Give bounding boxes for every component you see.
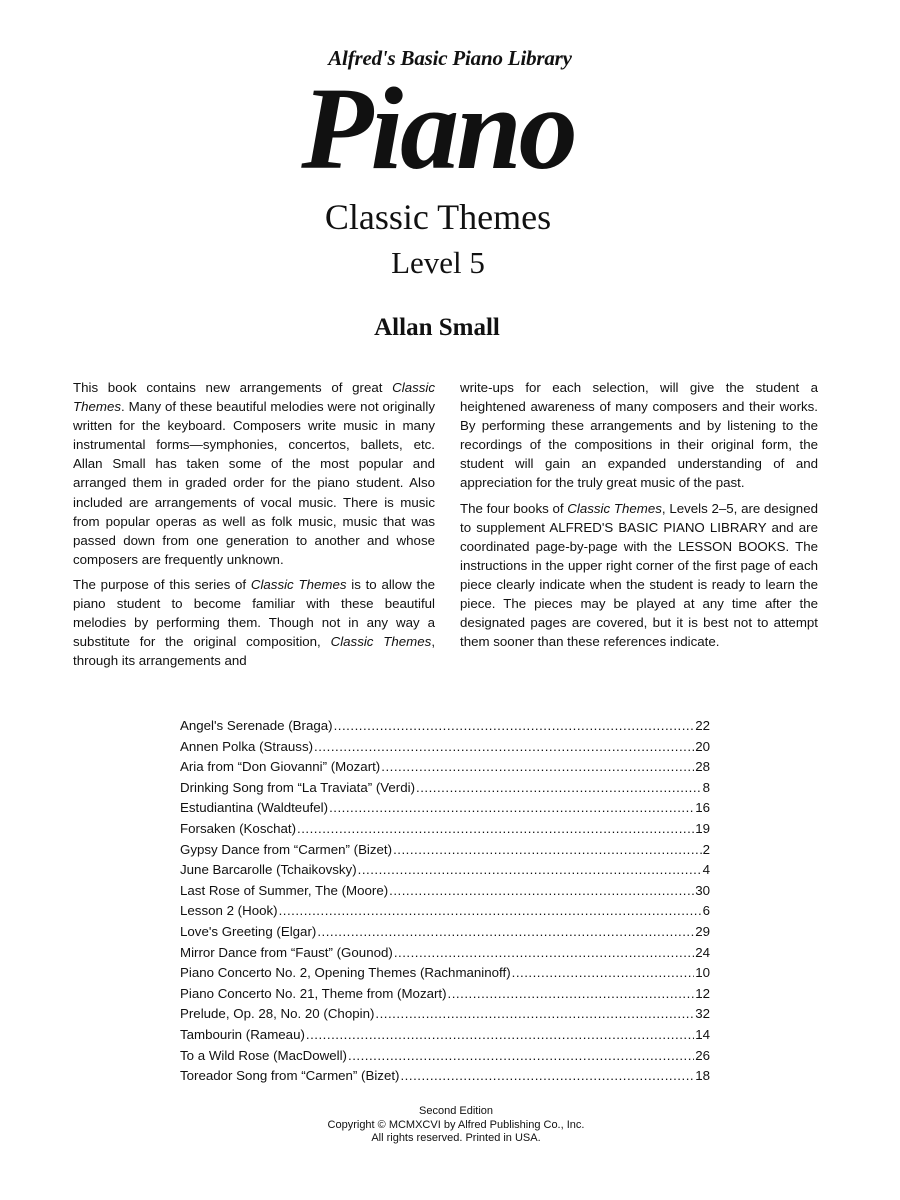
table-of-contents <box>180 718 710 1089</box>
intro-right-column <box>460 378 818 657</box>
toc-entry-title: Lesson 2 (Hook) <box>180 903 278 919</box>
toc-entry-page: 24 <box>695 944 710 960</box>
intro-paragraph: The four books of Classic Themes, Levels 2–5, are designed to supplement ALFRED'S BASIC PIANO LIBRARY and are coordinated page-by-page with the LESSON BOOKS. The instructions in the upper right corner of the first page of each piece clearly indicate when the student is ready to learn the piece. The pieces may be played at any time after the designated pages are covered, but it is best not to attempt them sooner than these references indicate. <box>460 500 818 650</box>
toc-leader-dots <box>375 1006 694 1021</box>
toc-entry-title: Piano Concerto No. 21, Theme from (Mozart) <box>180 985 447 1001</box>
toc-entry-title: June Barcarolle (Tchaikovsky) <box>180 862 357 878</box>
toc-entry <box>180 903 710 924</box>
toc-entry-page: 32 <box>695 1006 710 1022</box>
copyright-footer <box>0 1105 900 1146</box>
toc-entry-page: 18 <box>695 1068 710 1084</box>
toc-entry-page: 2 <box>702 841 710 857</box>
toc-entry <box>180 965 710 986</box>
toc-leader-dots <box>394 945 694 960</box>
toc-entry-title: Piano Concerto No. 2, Opening Themes (Rachmaninoff) <box>180 965 511 981</box>
toc-entry <box>180 780 710 801</box>
toc-entry-title: Tambourin (Rameau) <box>180 1026 305 1042</box>
toc-entry-title: Mirror Dance from “Faust” (Gounod) <box>180 944 393 960</box>
toc-entry-title: Prelude, Op. 28, No. 20 (Chopin) <box>180 1006 375 1022</box>
toc-entry <box>180 759 710 780</box>
toc-entry-page: 20 <box>695 738 710 754</box>
author-name: Allan Small <box>374 314 500 341</box>
toc-leader-dots <box>317 924 694 939</box>
toc-leader-dots <box>416 780 702 795</box>
toc-entry <box>180 800 710 821</box>
toc-entry-title: Angel's Serenade (Braga) <box>180 718 333 733</box>
toc-entry-page: 22 <box>695 718 710 733</box>
toc-entry-title: Gypsy Dance from “Carmen” (Bizet) <box>180 841 393 857</box>
toc-entry-page: 16 <box>695 800 710 816</box>
toc-entry-page: 12 <box>695 985 710 1001</box>
toc-leader-dots <box>329 800 694 815</box>
toc-entry <box>180 821 710 842</box>
book-title: Piano <box>301 63 575 194</box>
toc-entry <box>180 986 710 1007</box>
toc-leader-dots <box>358 862 702 877</box>
toc-entry <box>180 1027 710 1048</box>
toc-entry-page: 14 <box>695 1026 710 1042</box>
toc-leader-dots <box>381 759 694 774</box>
toc-entry-page: 26 <box>695 1047 710 1063</box>
rights-note: All rights reserved. Printed in USA. <box>371 1132 541 1144</box>
toc-entry <box>180 1048 710 1069</box>
toc-entry <box>180 718 710 739</box>
toc-leader-dots <box>279 903 702 918</box>
toc-entry <box>180 842 710 863</box>
toc-entry <box>180 924 710 945</box>
toc-entry-page: 10 <box>695 965 710 981</box>
toc-leader-dots <box>393 842 702 857</box>
toc-leader-dots <box>334 718 695 733</box>
intro-left-column <box>73 378 435 676</box>
toc-leader-dots <box>512 965 695 980</box>
toc-leader-dots <box>314 739 694 754</box>
toc-entry-page: 29 <box>695 923 710 939</box>
toc-entry <box>180 1068 710 1089</box>
toc-entry-title: Forsaken (Koschat) <box>180 820 297 836</box>
toc-entry-page: 28 <box>695 759 710 775</box>
intro-paragraph: write-ups for each selection, will give the student a heightened awareness of many composers and their works. By performing these arrangements and by listening to the recordings of the compositions in their original form, the student will gain an expanded understanding of and appreciation for the truly great music of the past. <box>460 380 818 491</box>
toc-entry <box>180 1006 710 1027</box>
toc-entry <box>180 862 710 883</box>
toc-entry-page: 4 <box>702 862 710 878</box>
toc-entry <box>180 883 710 904</box>
toc-leader-dots <box>306 1027 694 1042</box>
toc-entry-title: Drinking Song from “La Traviata” (Verdi) <box>180 779 416 795</box>
toc-entry-title: Love's Greeting (Elgar) <box>180 923 317 939</box>
toc-leader-dots <box>400 1068 694 1083</box>
edition-note: Second Edition <box>419 1105 493 1117</box>
toc-leader-dots <box>389 883 694 898</box>
toc-entry <box>180 739 710 760</box>
toc-entry-title: Toreador Song from “Carmen” (Bizet) <box>180 1068 400 1084</box>
toc-entry-page: 19 <box>695 820 710 836</box>
toc-entry-title: Last Rose of Summer, The (Moore) <box>180 882 389 898</box>
toc-leader-dots <box>297 821 694 836</box>
toc-entry-title: Aria from “Don Giovanni” (Mozart) <box>180 759 381 775</box>
toc-entry-page: 6 <box>702 903 710 919</box>
toc-leader-dots <box>448 986 695 1001</box>
toc-entry-title: To a Wild Rose (MacDowell) <box>180 1047 347 1063</box>
toc-entry-page: 8 <box>702 779 710 795</box>
toc-entry <box>180 945 710 966</box>
series-name: Alfred's Basic Piano Library <box>328 46 572 70</box>
toc-entry-title: Annen Polka (Strauss) <box>180 738 314 754</box>
copyright-note: Copyright © MCMXCVI by Alfred Publishing Co., Inc. <box>327 1118 585 1131</box>
toc-entry-page: 30 <box>695 882 710 898</box>
book-level: Level 5 <box>391 245 485 280</box>
toc-leader-dots <box>348 1048 694 1063</box>
intro-paragraph: The purpose of this series of Classic Themes is to allow the piano student to become familiar with these beautiful melodies by performing them. Though not in any way a substitute for the original composition, Classic Themes, through its arrangements and <box>73 576 436 669</box>
toc-entry-title: Estudiantina (Waldteufel) <box>180 800 329 816</box>
intro-paragraph: This book contains new arrangements of great Classic Themes. Many of these beautiful melodies were not originally written for the keyboard. Composers write music in many instrumental forms—symphonies, concertos, ballets, etc. Allan Small has taken some of the most popular and arranged them in graded order for the piano student. Also included are arrangements of vocal music. There is music from popular operas as well as folk music, music that was passed down from one generation to another and whose composers are frequently unknown. <box>73 380 435 567</box>
book-subtitle: Classic Themes <box>324 197 552 237</box>
